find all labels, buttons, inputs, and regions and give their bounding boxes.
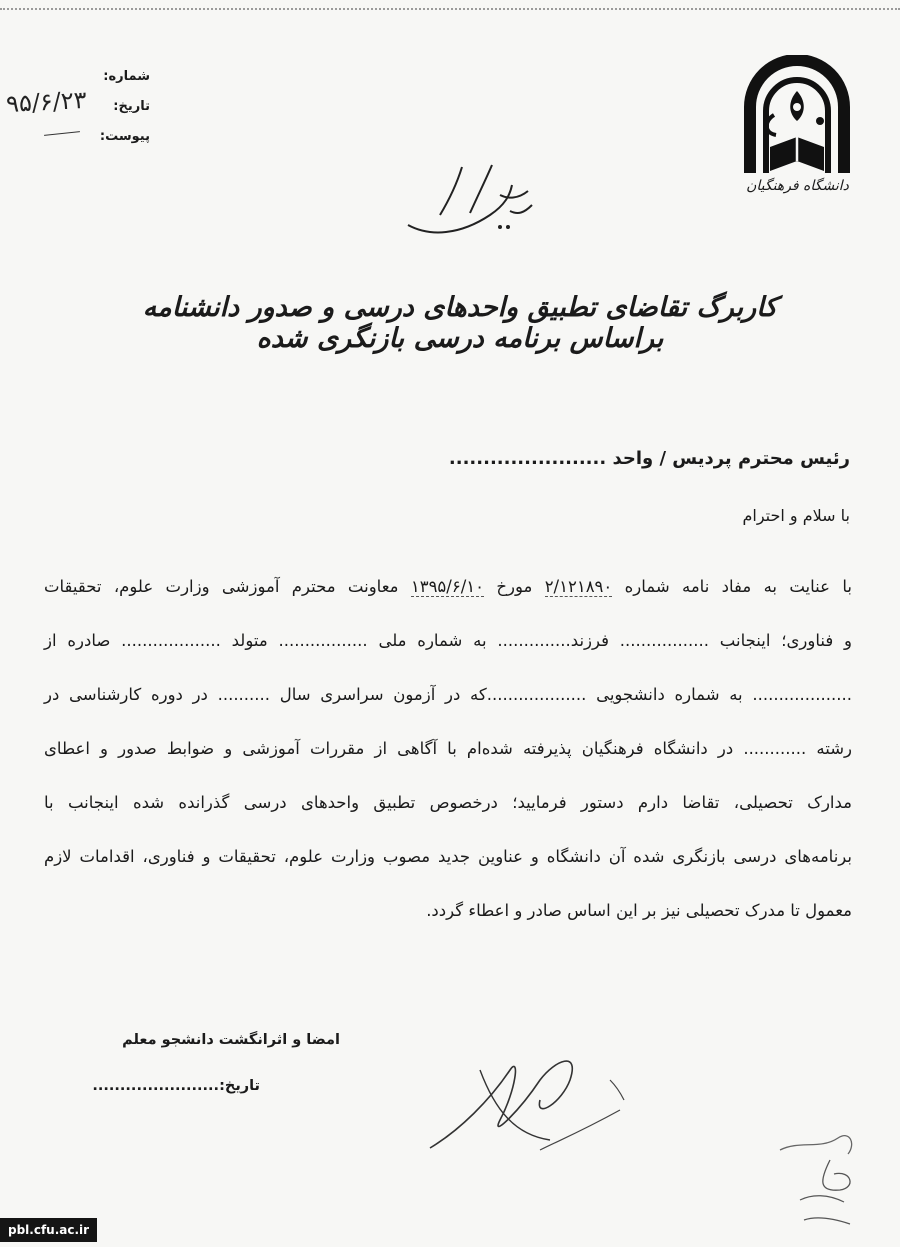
body-line-3: ................... به شماره دانشجویی ...................که در آزمون سراسری سال .......... در دوره کارشناسی در	[44, 685, 852, 704]
handwritten-date: ۹۵/۶/۲۳	[5, 85, 88, 119]
top-dotted-border	[0, 8, 900, 10]
signature-date-line: تاریخ:.......................	[92, 1078, 260, 1094]
letter-date: ۱۳۹۵/۶/۱۰	[410, 577, 484, 596]
site-watermark: pbl.cfu.ac.ir	[0, 1218, 97, 1242]
body-line-4: رشته ............ در دانشگاه فرهنگیان پذیرفته شده‌ام با آگاهی از مقررات آموزشی و ضوابط صدور و اعطای	[44, 739, 852, 758]
body-line-6: برنامه‌های درسی بازنگری شده آن دانشگاه و عناوین جدید مصوب وزارت علوم، تحقیقات و فناوری، اقدامات لازم	[44, 847, 852, 866]
body-line-7: معمول تا مدرک تحصیلی نیز بر این اساس صادر و اعطاء گردد.	[426, 901, 852, 920]
initials-stamp	[760, 1120, 870, 1240]
addressee-line: رئیس محترم پردیس / واحد .......................	[448, 448, 850, 469]
request-body	[44, 560, 852, 938]
number-label: شماره:	[103, 69, 150, 84]
handwritten-signature	[420, 1040, 640, 1160]
body-line-2: و فناوری؛ اینجانب ................. فرزند.............. به شماره ملی ................. متولد ................... صادره از	[44, 631, 852, 650]
form-title: کاربرگ تقاضای تطبیق واحدهای درسی و صدور دانشنامه براساس برنامه درسی بازنگری شده	[142, 292, 778, 354]
signature-label: امضا و اثرانگشت دانشجو معلم	[122, 1032, 340, 1048]
attachment-label: پیوست:	[99, 129, 150, 144]
date-label: تاریخ:	[113, 99, 150, 114]
greeting: با سلام و احترام	[742, 506, 850, 525]
logo-caption: دانشگاه فرهنگیان	[746, 178, 849, 194]
bismillah-calligraphy	[400, 155, 540, 245]
letter-number: ۲/۱۲۱۸۹۰	[544, 577, 613, 596]
body-line-5: مدارک تحصیلی، تقاضا دارم دستور فرمایید؛ درخصوص تطبیق واحدهای درسی گذرانده شده اینجانب با	[44, 793, 852, 812]
body-line-1: با عنایت به مفاد نامه شماره ۲/۱۲۱۸۹۰ مورخ ۱۳۹۵/۶/۱۰ معاونت محترم آموزشی وزارت علوم، تحقیقات	[44, 577, 852, 596]
